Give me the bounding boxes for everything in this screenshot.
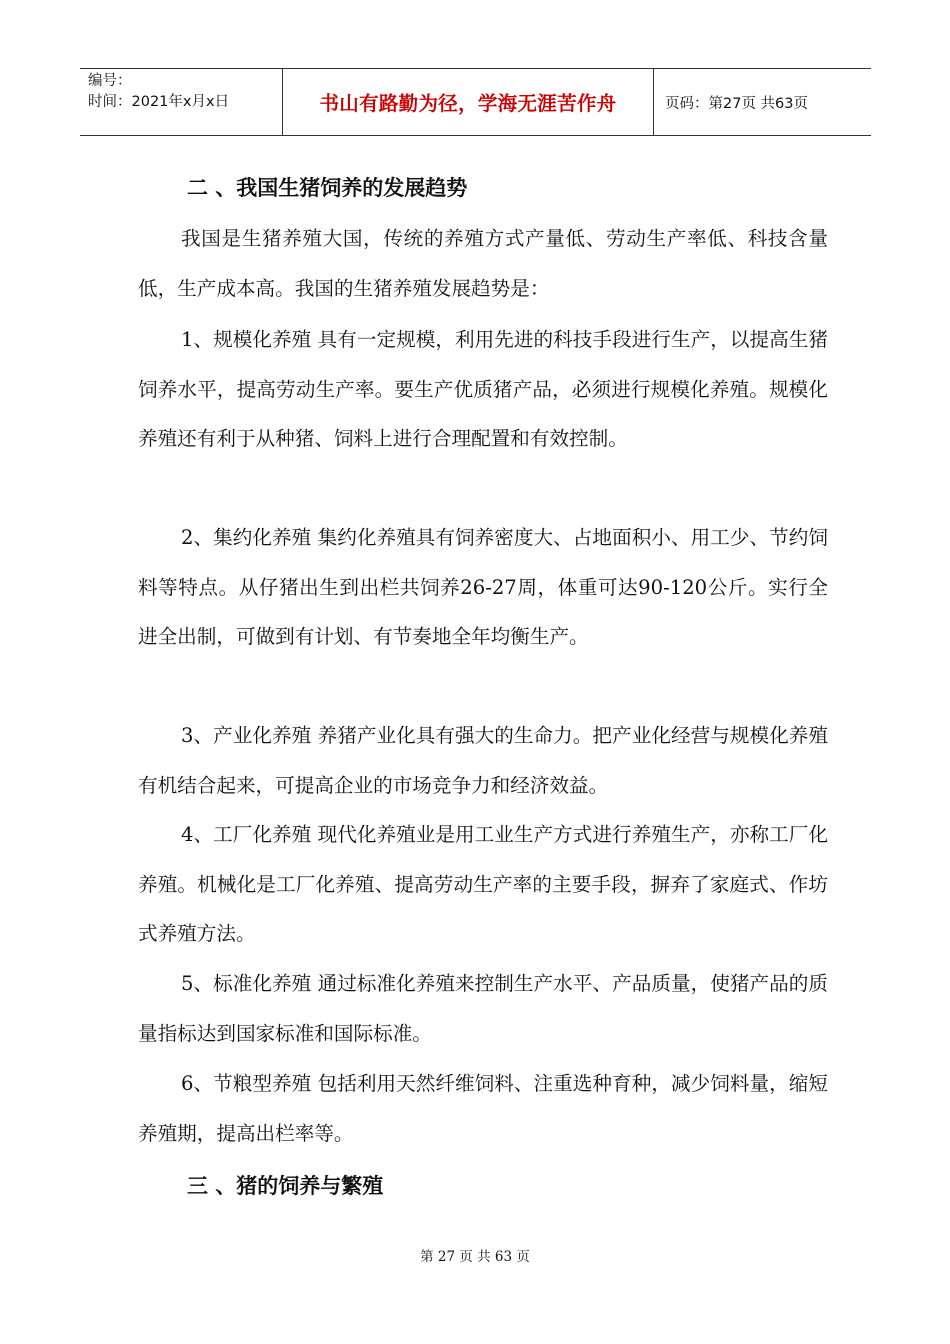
trend-item-4: 4、工厂化养殖 现代化养殖业是用工业生产方式进行养殖生产，亦称工厂化养殖。机械化是工厂化养殖、提高劳动生产率的主要手段，摒弃了家庭式、作坊式养殖方法。 [138, 823, 828, 945]
section-heading-two: 二 、我国生猪饲养的发展趋势 [187, 176, 468, 200]
trend-item-3: 3、产业化养殖 养猪产业化具有强大的生命力。把产业化经营与规模化养殖有机结合起来，可提高企业的市场竞争力和经济效益。 [138, 724, 828, 797]
header-motto: 书山有路勤为径，学海无涯苦作舟 [282, 69, 654, 135]
page-header [80, 68, 871, 136]
intro-paragraph: 我国是生猪养殖大国，传统的养殖方式产量低、劳动生产率低、科技含量低，生产成本高。我国的生猪养殖发展趋势是： [138, 227, 828, 300]
page-footer: 第 27 页 共 63 页 [420, 1249, 530, 1265]
trend-item-5: 5、标准化养殖 通过标准化养殖来控制生产水平、产品质量，使猪产品的质量指标达到国家标准和国际标准。 [138, 972, 828, 1045]
section-heading-three: 三 、猪的饲养与繁殖 [187, 1174, 384, 1198]
header-page-number: 页码：第27页 共63页 [665, 95, 809, 112]
document-date-label: 时间：2021年x月x日 [88, 94, 230, 110]
trend-item-2: 2、集约化养殖 集约化养殖具有饲养密度大、占地面积小、用工少、节约饲料等特点。从仔猪出生到出栏共饲养26-27周，体重可达90-120公斤。实行全进全出制，可做到有计划、有节奏地全年均衡生产。 [138, 526, 828, 648]
header-meta [80, 69, 282, 135]
trend-item-6: 6、节粮型养殖 包括利用天然纤维饲料、注重选种育种，减少饲料量，缩短养殖期，提高出栏率等。 [138, 1072, 828, 1145]
trend-item-1: 1、规模化养殖 具有一定规模，利用先进的科技手段进行生产，以提高生猪饲养水平，提高劳动生产率。要生产优质猪产品，必须进行规模化养殖。规模化养殖还有利于从种猪、饲料上进行合理配置和有效控制。 [138, 328, 828, 450]
document-number-label: 编号： [88, 73, 132, 89]
